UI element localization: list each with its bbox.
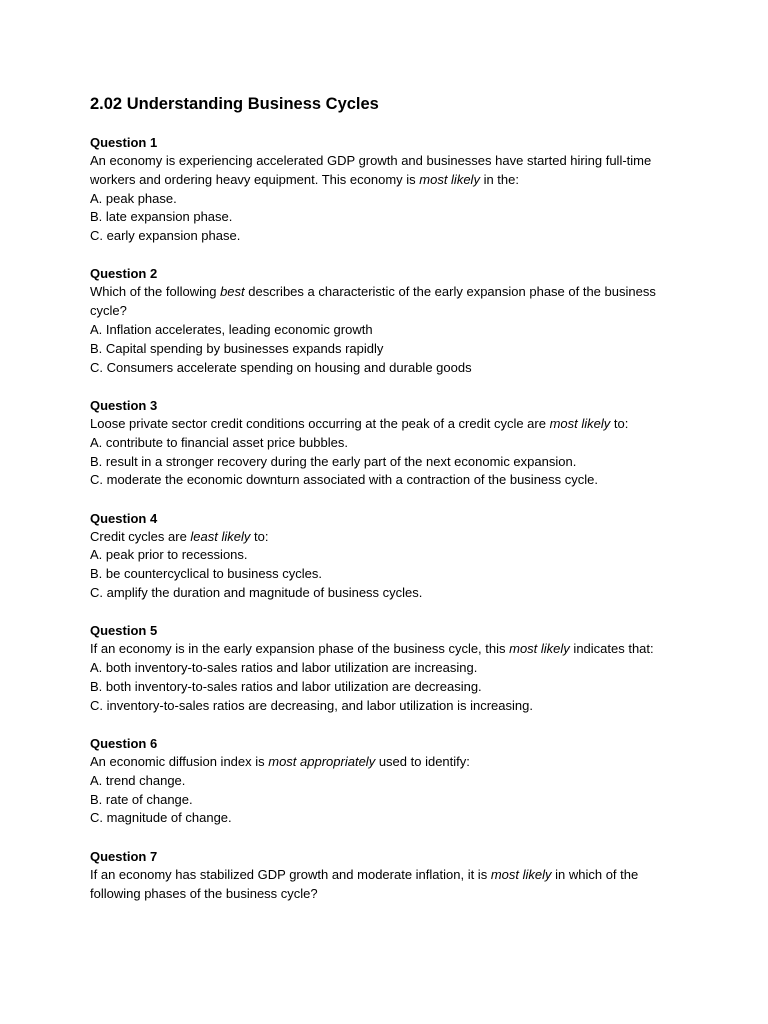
stem-emphasis: least likely [190,528,251,544]
stem-text: in the: [479,171,519,187]
stem-emphasis: most likely [509,641,570,657]
stem-emphasis: most appropriately [268,754,376,770]
stem-text: If an economy has stabilized GDP growth and moderate inflation, it is [90,866,491,882]
stem-text: If an economy is in the early expansion phase of the business cycle, this [90,641,510,657]
question-stem [90,528,690,547]
answer-option: A. Inflation accelerates, leading economic growth [90,322,373,338]
question-heading: Question 6 [90,736,158,752]
stem-emphasis: most likely [419,171,480,187]
stem-emphasis: best [220,284,245,300]
answer-option: A. peak phase. [90,190,177,206]
stem-text: to: [610,415,629,431]
stem-text: An economy is experiencing accelerated GDP growth and businesses have started hiring full-time workers and ordering heavy equipment. This economy is [90,153,652,187]
question-stem [90,415,690,434]
answer-option: C. magnitude of change. [90,810,232,826]
question-block [90,509,690,603]
answer-option: A. trend change. [90,772,186,788]
question-heading: Question 4 [90,510,158,526]
question-block [90,734,690,828]
question-block [90,847,690,904]
stem-text: to: [250,528,269,544]
stem-emphasis: most likely [549,415,611,431]
question-stem [90,753,690,772]
question-heading: Question 1 [90,135,158,150]
question-stem [90,640,690,659]
stem-text: An economic diffusion index is [90,754,269,770]
question-heading: Question 5 [90,623,158,639]
question-stem [90,866,690,904]
answer-option: B. Capital spending by businesses expands rapidly [90,340,384,356]
answer-option: C. amplify the duration and magnitude of business cycles. [90,585,423,601]
question-heading: Question 7 [90,848,158,864]
question-block [90,396,690,490]
stem-emphasis: most likely [490,866,552,882]
answer-option: B. rate of change. [90,791,193,807]
stem-text: Loose private sector credit conditions occurring at the peak of a credit cycle are [90,415,550,431]
answer-option: B. result in a stronger recovery during the early part of the next economic expansion. [90,453,577,469]
stem-text: Which of the following [90,284,221,300]
answer-option: B. be countercyclical to business cycles. [90,566,322,582]
answer-option: C. Consumers accelerate spending on housing and durable goods [90,359,472,375]
document-title: 2.02 Understanding Business Cycles [90,95,379,113]
document-page [90,93,690,922]
answer-option: C. inventory-to-sales ratios are decreasing, and labor utilization is increasing. [90,697,533,713]
question-heading: Question 3 [90,397,158,413]
question-block [90,621,690,715]
stem-text: used to identify: [375,754,470,770]
question-stem [90,283,690,321]
stem-text: describes a characteristic of the early expansion phase of the business cycle? [90,284,656,319]
answer-option: A. contribute to financial asset price bubbles. [90,434,348,450]
answer-option: A. peak prior to recessions. [90,547,248,563]
answer-option: B. both inventory-to-sales ratios and labor utilization are decreasing. [90,678,482,694]
question-stem [90,152,690,190]
answer-option: C. moderate the economic downturn associated with a contraction of the business cycle. [90,472,598,488]
question-block [90,264,690,377]
question-heading: Question 2 [90,266,158,282]
answer-option: B. late expansion phase. [90,209,233,225]
stem-text: indicates that: [569,641,654,657]
answer-option: A. both inventory-to-sales ratios and labor utilization are increasing. [90,660,478,676]
answer-option: C. early expansion phase. [90,228,241,244]
question-list [90,133,690,903]
stem-text: in which of the following phases of the business cycle? [90,866,639,901]
question-block [90,133,690,246]
stem-text: Credit cycles are [90,528,191,544]
